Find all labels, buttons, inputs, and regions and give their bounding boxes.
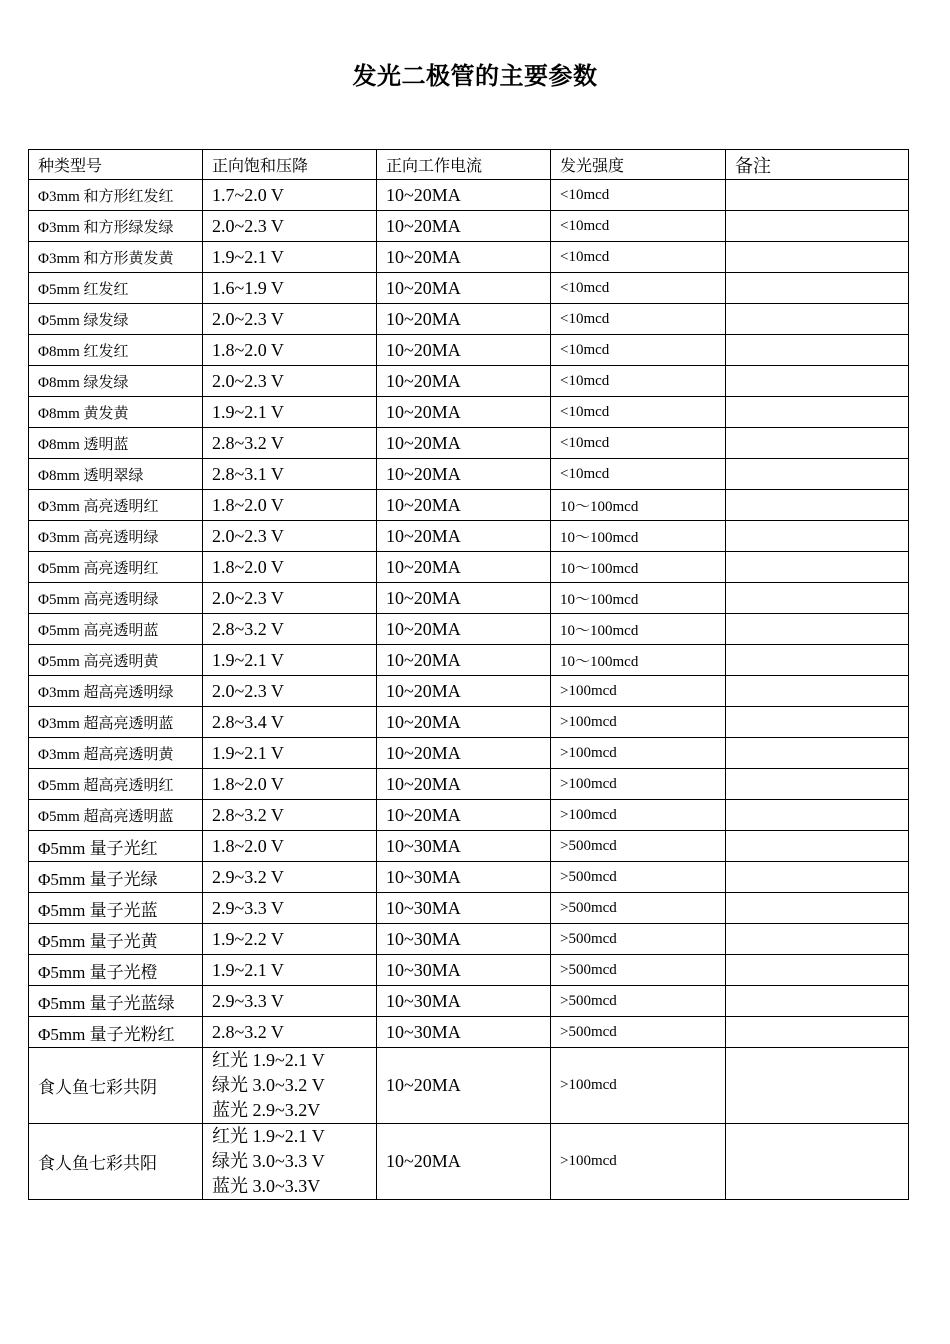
cell-intensity: >500mcd — [551, 1017, 726, 1048]
table-row — [29, 769, 909, 800]
led-parameter-table — [28, 149, 909, 1200]
cell-intensity: <10mcd — [551, 211, 726, 242]
cell-voltage: 2.8~3.2 V — [203, 428, 377, 459]
cell-note — [726, 552, 909, 583]
cell-note — [726, 800, 909, 831]
cell-voltage: 1.7~2.0 V — [203, 180, 377, 211]
cell-type: Φ5mm 超高亮透明蓝 — [29, 800, 203, 831]
cell-current: 10~20MA — [377, 1124, 551, 1200]
cell-note — [726, 180, 909, 211]
cell-current: 10~20MA — [377, 583, 551, 614]
cell-voltage: 2.8~3.2 V — [203, 1017, 377, 1048]
cell-note — [726, 769, 909, 800]
table-row — [29, 645, 909, 676]
page-title: 发光二极管的主要参数 — [352, 62, 598, 90]
cell-current: 10~20MA — [377, 1048, 551, 1124]
cell-current: 10~20MA — [377, 242, 551, 273]
table-row — [29, 831, 909, 862]
cell-voltage: 2.0~2.3 V — [203, 521, 377, 552]
table-row — [29, 459, 909, 490]
cell-type: Φ3mm 和方形黄发黄 — [29, 242, 203, 273]
cell-current: 10~30MA — [377, 831, 551, 862]
cell-voltage: 1.8~2.0 V — [203, 552, 377, 583]
voltage-line: 蓝光 3.0~3.3V — [212, 1176, 321, 1196]
cell-type: Φ3mm 和方形红发红 — [29, 180, 203, 211]
cell-current: 10~20MA — [377, 459, 551, 490]
cell-note — [726, 366, 909, 397]
cell-intensity: 10～100mcd — [551, 645, 726, 676]
cell-intensity: >100mcd — [551, 1124, 726, 1200]
cell-note — [726, 738, 909, 769]
cell-intensity: >500mcd — [551, 893, 726, 924]
cell-current: 10~20MA — [377, 800, 551, 831]
cell-note — [726, 676, 909, 707]
cell-current: 10~20MA — [377, 707, 551, 738]
cell-note — [726, 242, 909, 273]
cell-current: 10~20MA — [377, 490, 551, 521]
table-row — [29, 893, 909, 924]
header-intensity: 发光强度 — [551, 150, 726, 180]
cell-type: Φ5mm 高亮透明蓝 — [29, 614, 203, 645]
cell-voltage: 1.9~2.1 V — [203, 645, 377, 676]
cell-type: Φ5mm 高亮透明红 — [29, 552, 203, 583]
cell-type: 食人鱼七彩共阴 — [29, 1048, 203, 1124]
cell-type: Φ3mm 和方形绿发绿 — [29, 211, 203, 242]
cell-voltage: 1.9~2.2 V — [203, 924, 377, 955]
cell-current: 10~20MA — [377, 273, 551, 304]
cell-voltage: 2.0~2.3 V — [203, 304, 377, 335]
cell-note — [726, 831, 909, 862]
cell-intensity: >100mcd — [551, 1048, 726, 1124]
cell-intensity: <10mcd — [551, 242, 726, 273]
cell-type: Φ5mm 绿发绿 — [29, 304, 203, 335]
cell-intensity: >500mcd — [551, 831, 726, 862]
cell-intensity: <10mcd — [551, 304, 726, 335]
cell-type: Φ5mm 量子光黄 — [29, 924, 203, 955]
cell-intensity: >500mcd — [551, 955, 726, 986]
cell-type: 食人鱼七彩共阳 — [29, 1124, 203, 1200]
table-row — [29, 862, 909, 893]
cell-type: Φ5mm 量子光红 — [29, 831, 203, 862]
voltage-line: 红光 1.9~2.1 V — [212, 1050, 325, 1070]
table-row — [29, 986, 909, 1017]
cell-type: Φ8mm 绿发绿 — [29, 366, 203, 397]
cell-note — [726, 335, 909, 366]
cell-type: Φ5mm 高亮透明绿 — [29, 583, 203, 614]
cell-current: 10~20MA — [377, 645, 551, 676]
cell-note — [726, 397, 909, 428]
cell-note — [726, 583, 909, 614]
cell-current: 10~30MA — [377, 986, 551, 1017]
cell-intensity: <10mcd — [551, 397, 726, 428]
cell-type: Φ5mm 量子光粉红 — [29, 1017, 203, 1048]
cell-voltage: 2.9~3.2 V — [203, 862, 377, 893]
cell-type: Φ8mm 红发红 — [29, 335, 203, 366]
cell-intensity: <10mcd — [551, 428, 726, 459]
cell-type: Φ5mm 量子光蓝 — [29, 893, 203, 924]
cell-voltage: 1.9~2.1 V — [203, 738, 377, 769]
cell-intensity: <10mcd — [551, 273, 726, 304]
cell-current: 10~20MA — [377, 180, 551, 211]
cell-type: Φ5mm 超高亮透明红 — [29, 769, 203, 800]
cell-note — [726, 428, 909, 459]
table-row — [29, 738, 909, 769]
cell-note — [726, 1124, 909, 1200]
table-row — [29, 583, 909, 614]
table-row — [29, 552, 909, 583]
cell-note — [726, 645, 909, 676]
cell-type: Φ5mm 红发红 — [29, 273, 203, 304]
cell-type: Φ5mm 高亮透明黄 — [29, 645, 203, 676]
cell-note — [726, 986, 909, 1017]
table-row — [29, 366, 909, 397]
table-row — [29, 335, 909, 366]
cell-intensity: <10mcd — [551, 366, 726, 397]
table-row — [29, 490, 909, 521]
cell-intensity: 10～100mcd — [551, 583, 726, 614]
cell-type: Φ8mm 透明翠绿 — [29, 459, 203, 490]
cell-type: Φ5mm 量子光橙 — [29, 955, 203, 986]
table-row — [29, 428, 909, 459]
cell-voltage: 2.8~3.2 V — [203, 800, 377, 831]
table-row — [29, 955, 909, 986]
cell-voltage: 2.0~2.3 V — [203, 676, 377, 707]
cell-type: Φ3mm 高亮透明绿 — [29, 521, 203, 552]
table-row — [29, 242, 909, 273]
table-row — [29, 1124, 909, 1200]
cell-note — [726, 521, 909, 552]
table-row — [29, 707, 909, 738]
cell-voltage: 2.8~3.4 V — [203, 707, 377, 738]
table-row — [29, 676, 909, 707]
cell-note — [726, 1017, 909, 1048]
cell-intensity: 10～100mcd — [551, 490, 726, 521]
cell-note — [726, 955, 909, 986]
cell-current: 10~30MA — [377, 955, 551, 986]
cell-current: 10~20MA — [377, 366, 551, 397]
cell-voltage — [203, 1124, 377, 1200]
voltage-line: 绿光 3.0~3.3 V — [212, 1151, 325, 1171]
cell-voltage — [203, 1048, 377, 1124]
cell-current: 10~20MA — [377, 738, 551, 769]
cell-voltage: 2.8~3.2 V — [203, 614, 377, 645]
table-row — [29, 924, 909, 955]
voltage-line: 绿光 3.0~3.2 V — [212, 1075, 325, 1095]
cell-note — [726, 304, 909, 335]
table-row — [29, 180, 909, 211]
cell-voltage: 2.0~2.3 V — [203, 583, 377, 614]
cell-voltage: 1.6~1.9 V — [203, 273, 377, 304]
table-row — [29, 273, 909, 304]
header-voltage: 正向饱和压降 — [203, 150, 377, 180]
cell-note — [726, 459, 909, 490]
cell-voltage: 2.0~2.3 V — [203, 366, 377, 397]
cell-intensity: >100mcd — [551, 707, 726, 738]
cell-voltage: 1.9~2.1 V — [203, 955, 377, 986]
table-row — [29, 800, 909, 831]
cell-voltage: 1.8~2.0 V — [203, 831, 377, 862]
table-row — [29, 304, 909, 335]
header-type: 种类型号 — [29, 150, 203, 180]
cell-current: 10~30MA — [377, 1017, 551, 1048]
cell-current: 10~20MA — [377, 397, 551, 428]
cell-intensity: <10mcd — [551, 335, 726, 366]
voltage-line: 红光 1.9~2.1 V — [212, 1126, 325, 1146]
cell-voltage: 2.9~3.3 V — [203, 893, 377, 924]
cell-type: Φ5mm 量子光蓝绿 — [29, 986, 203, 1017]
cell-note — [726, 862, 909, 893]
table-row — [29, 1017, 909, 1048]
table-row — [29, 614, 909, 645]
table-body — [29, 180, 909, 1200]
cell-current: 10~20MA — [377, 211, 551, 242]
cell-current: 10~20MA — [377, 521, 551, 552]
cell-note — [726, 211, 909, 242]
cell-intensity: 10～100mcd — [551, 614, 726, 645]
cell-intensity: 10～100mcd — [551, 552, 726, 583]
cell-type: Φ8mm 透明蓝 — [29, 428, 203, 459]
cell-voltage: 1.8~2.0 V — [203, 490, 377, 521]
cell-note — [726, 1048, 909, 1124]
cell-intensity: >500mcd — [551, 862, 726, 893]
cell-voltage: 1.9~2.1 V — [203, 242, 377, 273]
cell-current: 10~20MA — [377, 428, 551, 459]
cell-intensity: >500mcd — [551, 986, 726, 1017]
table-row — [29, 211, 909, 242]
voltage-line: 蓝光 2.9~3.2V — [212, 1100, 321, 1120]
cell-current: 10~30MA — [377, 862, 551, 893]
cell-intensity: >100mcd — [551, 769, 726, 800]
cell-voltage: 1.8~2.0 V — [203, 335, 377, 366]
cell-type: Φ3mm 超高亮透明黄 — [29, 738, 203, 769]
cell-intensity: >500mcd — [551, 924, 726, 955]
cell-intensity: <10mcd — [551, 459, 726, 490]
cell-note — [726, 893, 909, 924]
cell-note — [726, 707, 909, 738]
cell-intensity: >100mcd — [551, 738, 726, 769]
table-row — [29, 521, 909, 552]
cell-type: Φ3mm 超高亮透明绿 — [29, 676, 203, 707]
cell-note — [726, 614, 909, 645]
cell-note — [726, 924, 909, 955]
cell-current: 10~20MA — [377, 552, 551, 583]
cell-current: 10~20MA — [377, 769, 551, 800]
cell-intensity: <10mcd — [551, 180, 726, 211]
cell-voltage: 2.0~2.3 V — [203, 211, 377, 242]
cell-intensity: 10～100mcd — [551, 521, 726, 552]
cell-type: Φ3mm 超高亮透明蓝 — [29, 707, 203, 738]
cell-current: 10~30MA — [377, 893, 551, 924]
cell-intensity: >100mcd — [551, 676, 726, 707]
header-note: 备注 — [726, 150, 909, 180]
cell-note — [726, 273, 909, 304]
cell-intensity: >100mcd — [551, 800, 726, 831]
cell-voltage: 1.9~2.1 V — [203, 397, 377, 428]
cell-current: 10~30MA — [377, 924, 551, 955]
cell-voltage: 2.9~3.3 V — [203, 986, 377, 1017]
cell-type: Φ3mm 高亮透明红 — [29, 490, 203, 521]
cell-current: 10~20MA — [377, 335, 551, 366]
cell-current: 10~20MA — [377, 614, 551, 645]
header-row — [29, 150, 909, 180]
cell-type: Φ8mm 黄发黄 — [29, 397, 203, 428]
cell-current: 10~20MA — [377, 304, 551, 335]
cell-note — [726, 490, 909, 521]
table-row — [29, 397, 909, 428]
header-current: 正向工作电流 — [377, 150, 551, 180]
table-row — [29, 1048, 909, 1124]
cell-voltage: 2.8~3.1 V — [203, 459, 377, 490]
cell-voltage: 1.8~2.0 V — [203, 769, 377, 800]
cell-current: 10~20MA — [377, 676, 551, 707]
cell-type: Φ5mm 量子光绿 — [29, 862, 203, 893]
